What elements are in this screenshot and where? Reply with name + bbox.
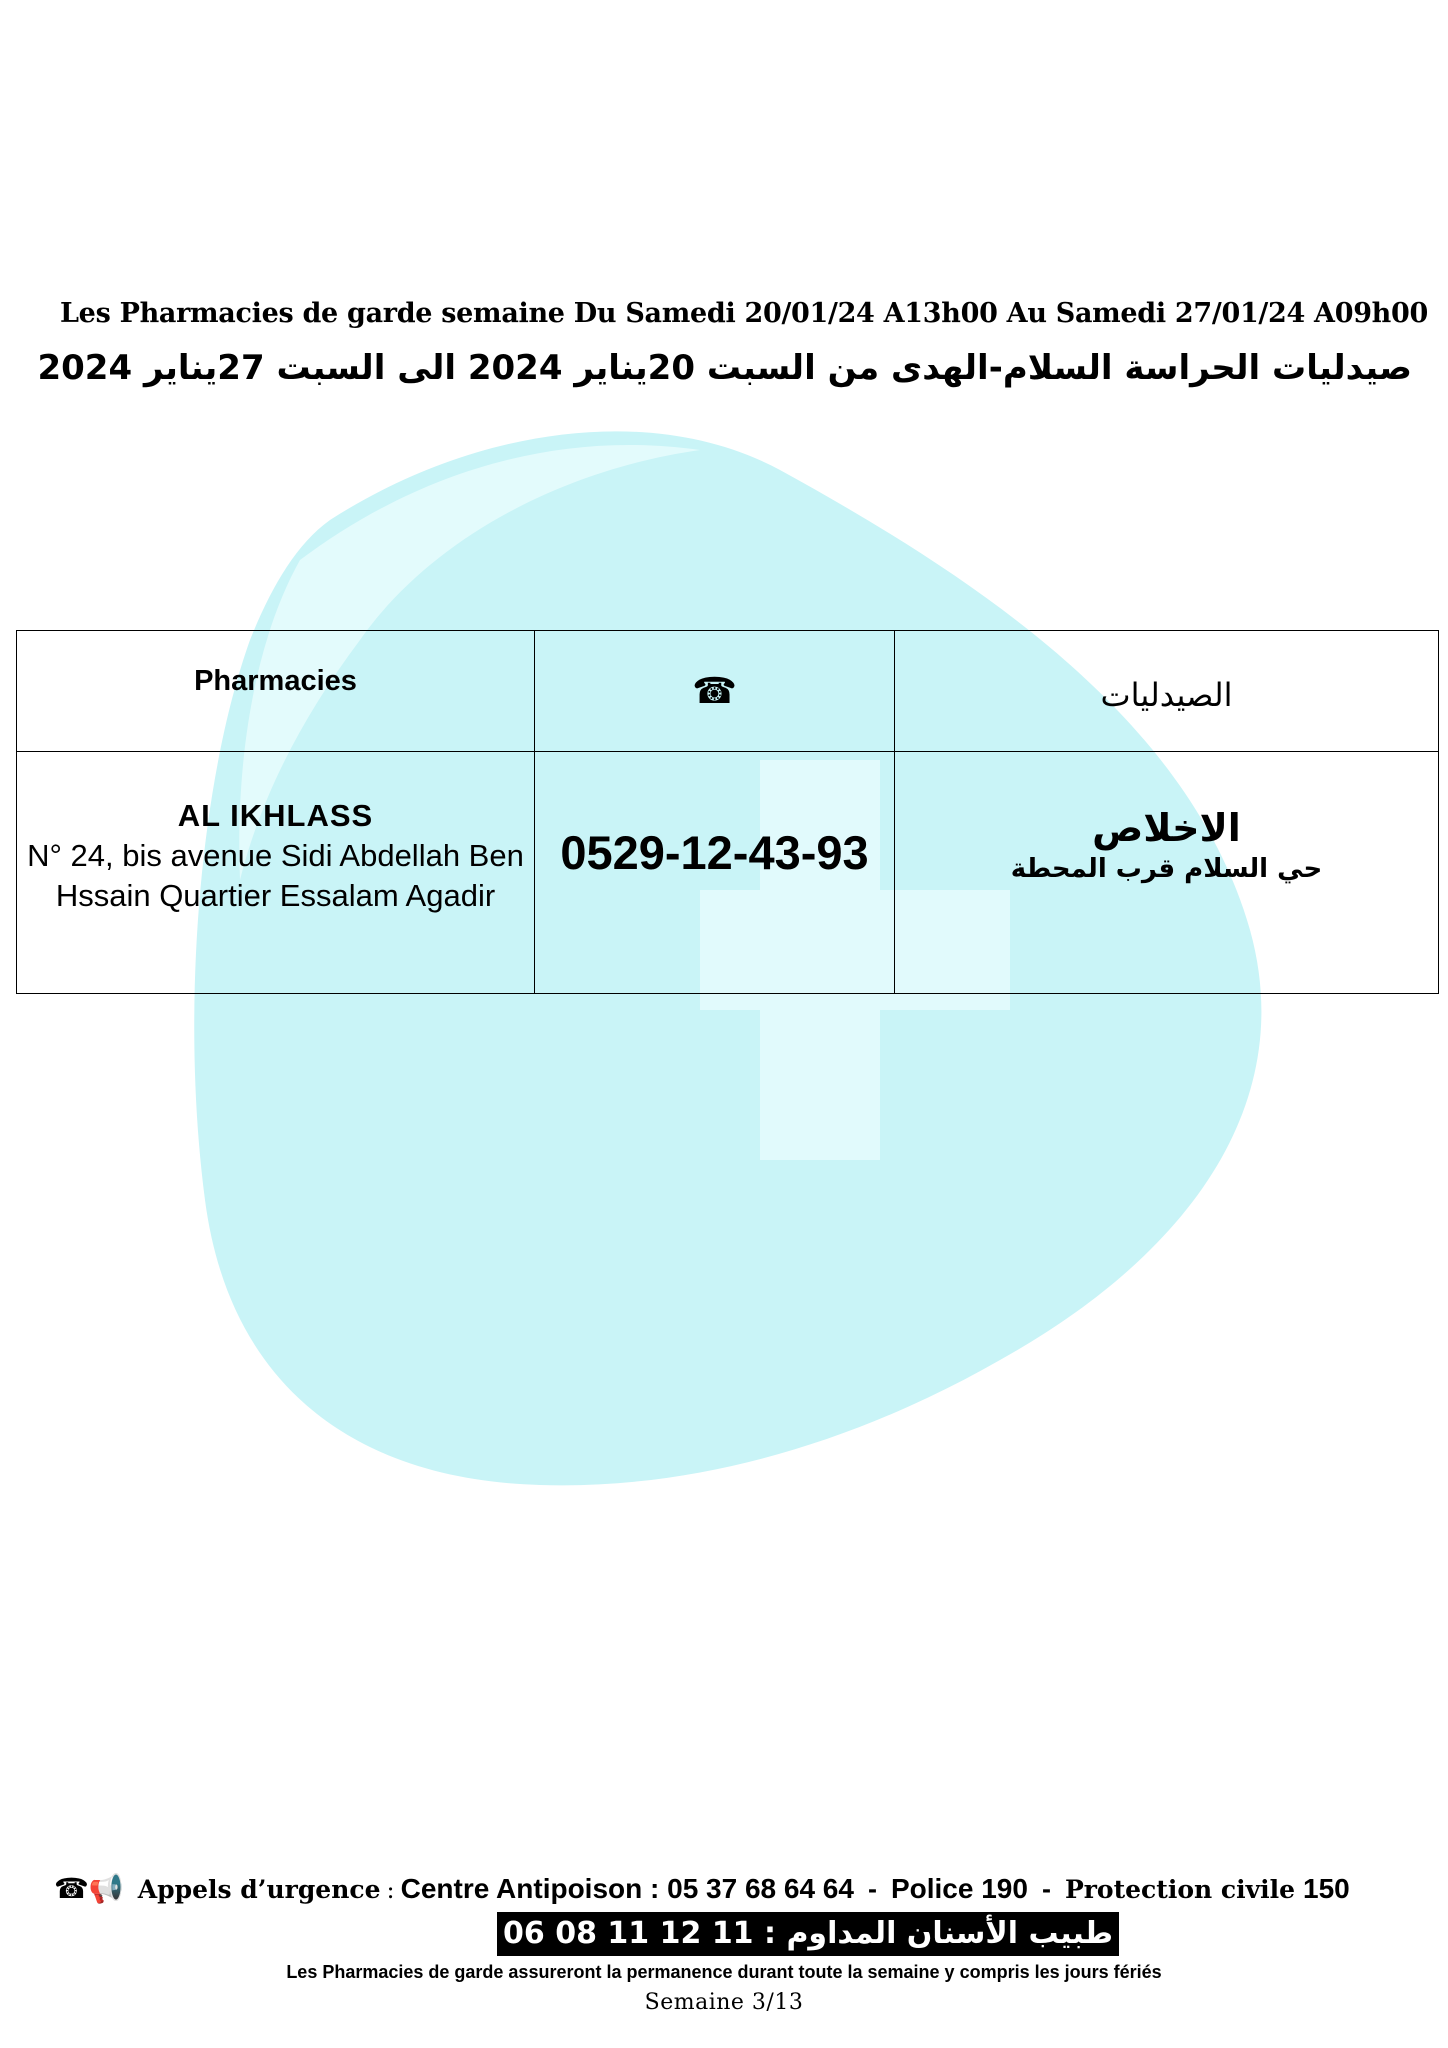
dentist-on-duty-banner: طبيب الأسنان المداوم : 11 12 11 08 06 [497, 1912, 1119, 1956]
emergency-colon: : [386, 1876, 395, 1904]
pharmacy-cell-fr [17, 752, 535, 994]
phone-megaphone-icon: ☎📢 [54, 1873, 124, 1904]
telephone-icon: ☎ [692, 670, 737, 711]
police-number: Police 190 [890, 1873, 1028, 1904]
antipoison-number: Centre Antipoison : 05 37 68 64 64 [400, 1873, 854, 1904]
pharmacy-address-fr: N° 24, bis avenue Sidi Abdellah Ben Hssain Quartier Essalam Agadir [27, 837, 524, 913]
pharmacies-table [16, 630, 1439, 994]
header-cell-ar [895, 631, 1439, 752]
pharmacy-phone[interactable]: 0529-12-43-93 [560, 826, 869, 879]
header-cell-phone [535, 631, 895, 752]
table-header-row [17, 631, 1439, 752]
pharmacy-address-ar: حي السلام قرب المحطة [1010, 853, 1323, 884]
table-row [17, 752, 1439, 994]
header-pharmacies-fr: Pharmacies [194, 664, 357, 697]
pharmacy-cell-phone [535, 752, 895, 994]
header-cell-fr [17, 631, 535, 752]
emergency-label: Appels d’urgence [137, 1875, 381, 1904]
page-title-fr: Les Pharmacies de garde semaine Du Samedi 20/01/24 A13h00 Au Samedi 27/01/24 A09h00 [60, 298, 1428, 329]
permanence-note: Les Pharmacies de garde assureront la permanence durant toute la semaine y compris les jours fériés [286, 1962, 1162, 1982]
emergency-calls-line [54, 1872, 1414, 1905]
week-counter: Semaine 3/13 [644, 1990, 804, 2015]
page-title-ar: صيدليات الحراسة السلام-الهدى من السبت 20يناير 2024 الى السبت 27يناير 2024 [37, 348, 1412, 388]
pharmacy-name-ar: الاخلاص [1092, 805, 1241, 850]
pharmacy-name-fr: AL IKHLASS [177, 797, 374, 833]
separator-dash: - [867, 1874, 877, 1904]
separator-dash: - [1041, 1874, 1051, 1904]
pharmacy-cell-ar [895, 752, 1439, 994]
protection-civile-label: Protection civile [1064, 1875, 1296, 1904]
protection-civile-number: 150 [1303, 1873, 1350, 1904]
header-pharmacies-ar: الصيدليات [1100, 676, 1233, 714]
